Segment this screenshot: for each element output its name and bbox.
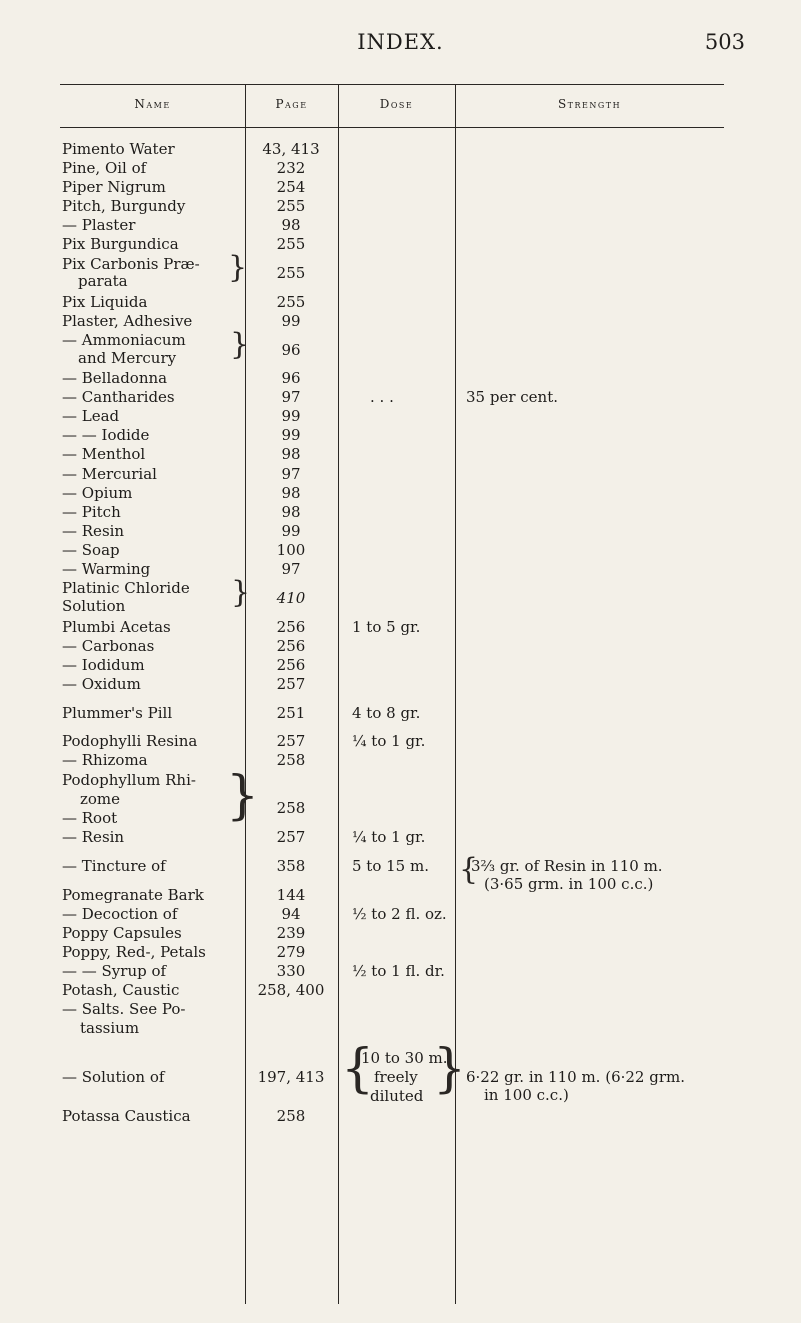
entry-dose-continued: diluted [370, 1087, 424, 1105]
brace: } [231, 575, 251, 610]
entry-name: — Ammoniacum [62, 331, 186, 349]
entry-dose: ¼ to 1 gr. [352, 732, 426, 750]
column-header-strength: Strength [557, 97, 622, 111]
entry-name: Pitch, Burgundy [62, 197, 186, 215]
running-head [0, 30, 801, 58]
entry-name: — Lead [62, 407, 120, 425]
entry-name: Poppy, Red-, Petals [62, 943, 206, 961]
entry-page: 99 [281, 426, 301, 444]
entry-name: — Rhizoma [62, 751, 148, 769]
entry-page: 258 [276, 799, 306, 817]
entry-name: — Salts. See Po- [62, 1000, 186, 1018]
entry-page: 144 [276, 886, 306, 904]
entry-page: 410 [276, 589, 306, 607]
entry-name: Plaster, Adhesive [62, 312, 193, 330]
entry-name: — Menthol [62, 445, 146, 463]
column-rule-dose [338, 84, 339, 1304]
entry-name: Piper Nigrum [62, 178, 166, 196]
entry-name: Pimento Water [62, 140, 175, 158]
entry-name: — Soap [62, 541, 120, 559]
entry-page: 98 [281, 484, 301, 502]
entry-name: Potash, Caustic [62, 981, 180, 999]
entry-name: — Belladonna [62, 369, 168, 387]
entry-page: 232 [276, 159, 306, 177]
entry-strength-continued: in 100 c.c.) [484, 1086, 569, 1104]
entry-name: — Iodidum [62, 656, 145, 674]
entry-page: 96 [281, 341, 301, 359]
entry-page: 98 [281, 503, 301, 521]
entry-name: — Oxidum [62, 675, 141, 693]
entry-name: — Plaster [62, 216, 136, 234]
entry-page: 258 [276, 751, 306, 769]
entry-page: 255 [276, 197, 306, 215]
brace: } [228, 250, 248, 285]
entry-name-continued: parata [78, 272, 128, 290]
entry-page: 96 [281, 369, 301, 387]
entry-name: Podophylli Resina [62, 732, 198, 750]
entry-dose-continued: freely [374, 1068, 418, 1086]
entry-page: 197, 413 [257, 1068, 325, 1086]
brace: } [226, 766, 260, 826]
entry-dose: 1 to 5 gr. [352, 618, 421, 636]
entry-name: Pomegranate Bark [62, 886, 204, 904]
column-header-dose: Dose [379, 97, 414, 111]
column-rule-strength [455, 84, 456, 1304]
entry-name: Plummer's Pill [62, 704, 173, 722]
entry-page: 256 [276, 656, 306, 674]
entry-page: 257 [276, 828, 306, 846]
entry-name: Plumbi Acetas [62, 618, 171, 636]
entry-name: — — Iodide [62, 426, 150, 444]
entry-name-continued: and Mercury [78, 349, 177, 367]
entry-name: Poppy Capsules [62, 924, 182, 942]
entry-dose: ½ to 1 fl. dr. [352, 962, 445, 980]
entry-dose: 5 to 15 m. [352, 857, 429, 875]
entry-page: 358 [276, 857, 306, 875]
entry-name: — Pitch [62, 503, 121, 521]
entry-name: — Opium [62, 484, 133, 502]
brace: } [433, 1039, 467, 1099]
entry-page: 251 [276, 704, 306, 722]
entry-dose: 10 to 30 m. [361, 1049, 448, 1067]
entry-page: 99 [281, 522, 301, 540]
entry-page: 256 [276, 618, 306, 636]
brace: { [459, 852, 479, 887]
entry-name: — Mercurial [62, 465, 157, 483]
entry-page: 94 [281, 905, 301, 923]
entry-name: — — Syrup of [62, 962, 167, 980]
entry-strength: 35 per cent. [466, 388, 559, 406]
entry-page: 98 [281, 445, 301, 463]
entry-page: 254 [276, 178, 306, 196]
entry-page: 257 [276, 732, 306, 750]
entry-page: 99 [281, 312, 301, 330]
entry-page: 97 [281, 388, 301, 406]
entry-name: Potassa Caustica [62, 1107, 191, 1125]
entry-page: 257 [276, 675, 306, 693]
entry-name: Pix Liquida [62, 293, 148, 311]
entry-page: 43, 413 [262, 140, 320, 158]
entry-dose: ½ to 2 fl. oz. [352, 905, 447, 923]
entry-strength: 6·22 gr. in 110 m. (6·22 grm. [466, 1068, 685, 1086]
entry-name: — Decoction of [62, 905, 178, 923]
entry-page: 99 [281, 407, 301, 425]
entry-dose: ¼ to 1 gr. [352, 828, 426, 846]
brace: } [230, 327, 250, 362]
entry-page: 330 [276, 962, 306, 980]
column-header-name: Name [134, 97, 171, 111]
entry-page: 97 [281, 560, 301, 578]
entry-page: 256 [276, 637, 306, 655]
entry-strength: 3⅔ gr. of Resin in 110 m. [471, 857, 663, 875]
header-bottom-rule [60, 127, 724, 128]
entry-name: Pine, Oil of [62, 159, 147, 177]
entry-name: — Cantharides [62, 388, 175, 406]
page-title: INDEX. [357, 30, 444, 54]
entry-name: — Tincture of [62, 857, 166, 875]
entry-name-continued: Solution [62, 597, 126, 615]
entry-page: 100 [276, 541, 306, 559]
entry-page: 98 [281, 216, 301, 234]
entry-name: — Warming [62, 560, 151, 578]
entry-dose: . . . [370, 388, 394, 406]
entry-page: 239 [276, 924, 306, 942]
entry-page: 258, 400 [257, 981, 325, 999]
entry-name: Pix Burgundica [62, 235, 179, 253]
entry-strength-continued: (3·65 grm. in 100 c.c.) [484, 875, 654, 893]
entry-name: Pix Carbonis Præ- [62, 255, 200, 273]
entry-page: 97 [281, 465, 301, 483]
entry-name: Platinic Chloride [62, 579, 190, 597]
entry-name: — Carbonas [62, 637, 155, 655]
entry-name-continued: tassium [80, 1019, 140, 1037]
page-number: 503 [704, 30, 745, 54]
entry-page: 255 [276, 264, 306, 282]
entry-name-continued: zome [80, 790, 121, 808]
entry-name: Podophyllum Rhi- [62, 771, 196, 789]
header-top-rule [60, 84, 724, 85]
entry-page: 258 [276, 1107, 306, 1125]
entry-name: — Resin [62, 522, 125, 540]
entry-page: 279 [276, 943, 306, 961]
entry-name: — Solution of [62, 1068, 165, 1086]
entry-dose: 4 to 8 gr. [352, 704, 421, 722]
brace: { [341, 1039, 375, 1099]
column-header-page: Page [275, 97, 308, 111]
entry-page: 255 [276, 293, 306, 311]
entry-name-continued: — Root [62, 809, 118, 827]
entry-name: — Resin [62, 828, 125, 846]
entry-page: 255 [276, 235, 306, 253]
